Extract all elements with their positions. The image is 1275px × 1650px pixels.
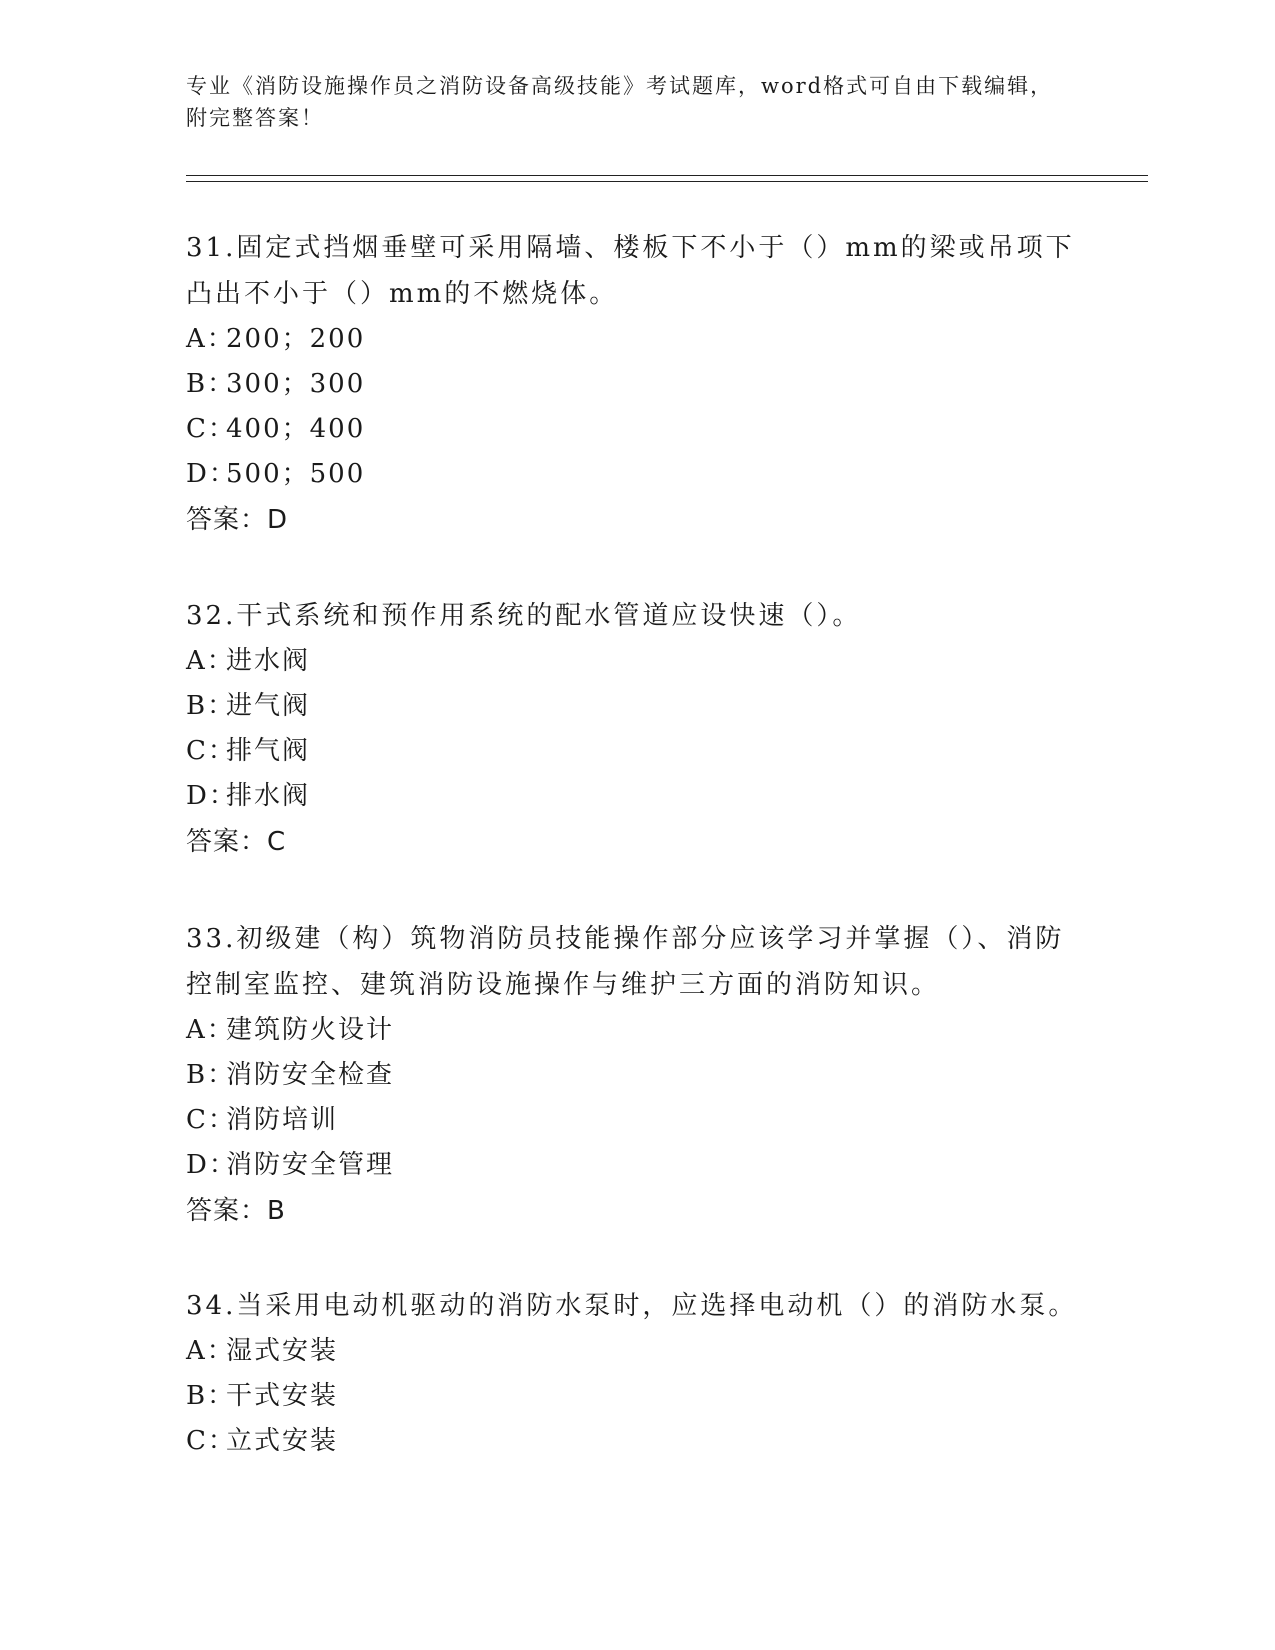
document-header: 专业《消防设施操作员之消防设备高级技能》考试题库，word格式可自由下载编辑，附完整答案！	[186, 74, 1054, 130]
option-a	[186, 639, 1086, 684]
option-text: 立式安装	[226, 1426, 339, 1456]
option-b	[186, 362, 1086, 407]
question-34	[186, 1283, 1086, 1464]
option-key: A：	[186, 324, 235, 354]
option-text: 200；200	[226, 324, 366, 354]
option-a	[186, 1329, 1086, 1374]
option-b	[186, 684, 1086, 729]
option-text: 排水阀	[226, 781, 311, 811]
option-c	[186, 729, 1086, 774]
answer: 答案：D	[186, 505, 289, 535]
option-text: 消防安全检查	[226, 1060, 395, 1090]
option-text: 进气阀	[226, 691, 311, 721]
option-text: 排气阀	[226, 736, 311, 766]
option-key: B：	[186, 1060, 236, 1090]
option-text: 消防安全管理	[226, 1150, 395, 1180]
option-d	[186, 774, 1086, 819]
option-key: B：	[186, 691, 236, 721]
question-stem: 31.固定式挡烟垂壁可采用隔墙、楼板下不小于（）mm的梁或吊项下凸出不小于（）mm的不燃烧体。	[186, 233, 1075, 309]
option-text: 建筑防火设计	[226, 1015, 395, 1045]
option-text: 进水阀	[226, 646, 311, 676]
question-stem: 34.当采用电动机驱动的消防水泵时，应选择电动机（）的消防水泵。	[186, 1291, 1078, 1321]
header-rule-top	[186, 175, 1148, 176]
option-key: C：	[186, 1426, 236, 1456]
option-text: 400；400	[226, 414, 366, 444]
answer: 答案：C	[186, 827, 287, 857]
option-key: D：	[186, 459, 237, 489]
option-d	[186, 452, 1086, 497]
option-key: B：	[186, 1381, 236, 1411]
option-text: 300；300	[226, 369, 366, 399]
option-a	[186, 1008, 1086, 1053]
option-c	[186, 1419, 1086, 1464]
option-key: A：	[186, 1336, 235, 1366]
option-key: C：	[186, 414, 236, 444]
question-32	[186, 593, 1086, 865]
option-a	[186, 317, 1086, 362]
option-key: C：	[186, 736, 236, 766]
option-c	[186, 407, 1086, 452]
option-text: 500；500	[226, 459, 366, 489]
question-stem: 33.初级建（构）筑物消防员技能操作部分应该学习并掌握（）、消防控制室监控、建筑消防设施操作与维护三方面的消防知识。	[186, 924, 1065, 1000]
option-text: 湿式安装	[226, 1336, 339, 1366]
option-d	[186, 1143, 1086, 1188]
option-key: D：	[186, 781, 237, 811]
option-text: 消防培训	[226, 1105, 339, 1135]
option-b	[186, 1053, 1086, 1098]
option-c	[186, 1098, 1086, 1143]
option-key: C：	[186, 1105, 236, 1135]
header-rule-bottom	[186, 181, 1148, 182]
option-text: 干式安装	[226, 1381, 339, 1411]
question-stem: 32.干式系统和预作用系统的配水管道应设快速（）。	[186, 601, 862, 631]
option-key: A：	[186, 646, 235, 676]
question-33	[186, 916, 1086, 1234]
option-key: B：	[186, 369, 236, 399]
question-31	[186, 225, 1086, 543]
option-key: D：	[186, 1150, 237, 1180]
option-key: A：	[186, 1015, 235, 1045]
answer: 答案：B	[186, 1196, 286, 1226]
option-b	[186, 1374, 1086, 1419]
